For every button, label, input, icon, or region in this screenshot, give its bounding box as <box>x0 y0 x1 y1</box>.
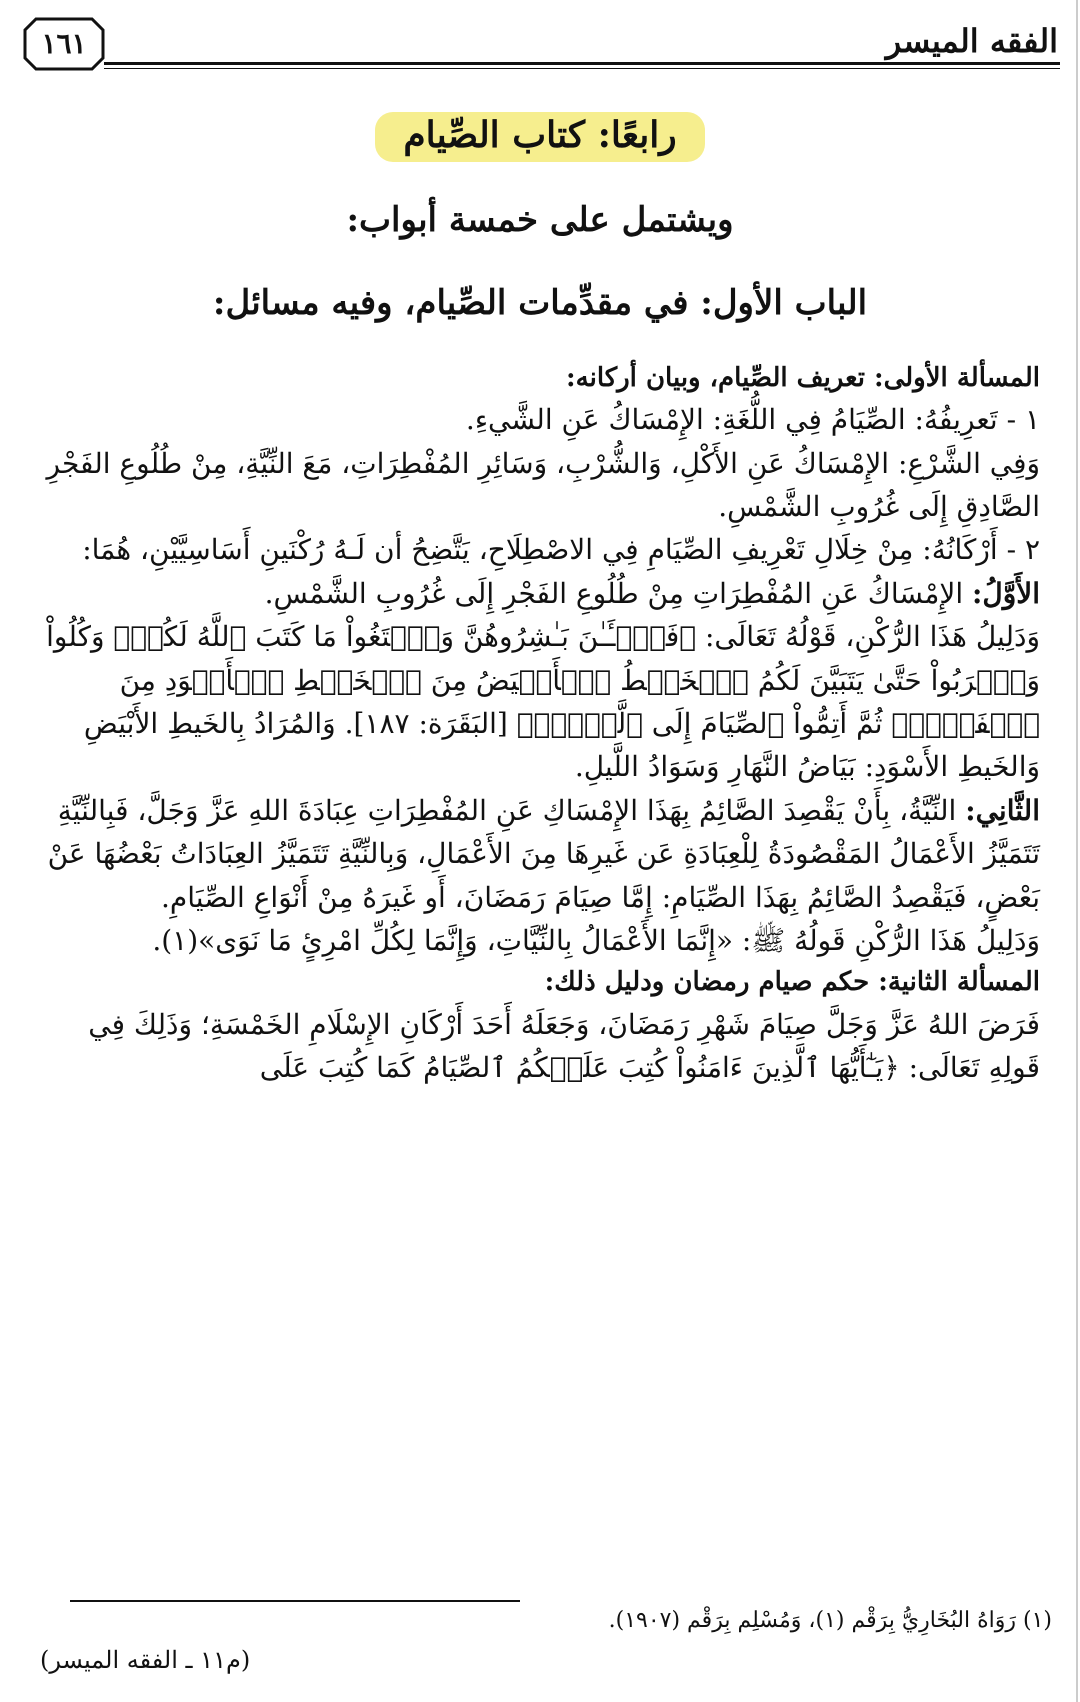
page-edge <box>1076 0 1078 1702</box>
header-rule <box>104 62 1060 65</box>
book-heading-highlight: رابعًا: كتاب الصِّيام <box>375 112 704 162</box>
chapter-heading: الباب الأول: في مقدِّمات الصِّيام، وفيه مسائل: <box>212 283 868 323</box>
page-number-badge <box>22 16 106 72</box>
paragraph-label: الأَوَّلُ: <box>972 576 1040 610</box>
paragraph: وَفِي الشَّرْعِ: الإِمْسَاكُ عَنِ الأَكْلِ، وَالشُّرْبِ، وَسَائِرِ المُفْطِرَاتِ، مَعَ النِّيَّةِ، مِنْ طُلُوعِ الفَجْرِ الصَّادِقِ إِلَى غُرُوبِ الشَّمْسِ. <box>46 446 1040 524</box>
subheading: ويشتمل على خمسة أبواب: <box>346 200 734 240</box>
paragraph <box>40 789 1040 919</box>
page-footer: (م١١ ـ الفقه الميسر) <box>40 1646 251 1674</box>
paragraph: ١ - تَعرِيفُهُ: الصِّيَامُ فِي اللُّغَةِ: الإِمْسَاكُ عَنِ الشَّيءِ. <box>465 403 1040 437</box>
header-rule-thin <box>104 68 1060 69</box>
paragraph: وَدَلِيلُ هَذَا الرُّكْنِ قَولُهُ ﷺ: «إِنَّمَا الأَعْمَالُ بِالنِّيَّاتِ، وَإِنَّمَا لِكُلِّ امْرِئٍ مَا نَوَى»(١). <box>152 923 1040 957</box>
paragraph: فَرَضَ اللهُ عَزَّ وَجَلَّ صِيَامَ شَهْرِ رَمَضَانَ، وَجَعَلَهُ أَحَدَ أَرْكَانِ الإِسْلَامِ الخَمْسَةِ؛ وَذَلِكَ فِي قَولِهِ تَعَالَى: ﴿يَـٰٓأَيُّهَا ٱلَّذِينَ ءَامَنُواْ كُتِبَ عَلَيۡكُمُ ٱلصِّيَامُ كَمَا كُتِبَ عَلَى <box>88 1007 1040 1085</box>
section-title: المسألة الثانية: حكم صيام رمضان ودليل ذلك: <box>544 967 1040 998</box>
book-title: الفقه الميسر <box>885 22 1058 60</box>
paragraph-text: النِّيَّةُ، بِأَنْ يَقْصِدَ الصَّائِمُ بِهَذَا الإِمْسَاكِ عَنِ المُفْطِرَاتِ عِبَادَةَ اللهِ عَزَّ وَجَلَّ، فَبِالنِّيَّةِ تَتَمَيَّزُ الأَعْمَالُ المَقْصُودَةُ لِلْعِبَادَةِ عَن غَيرِهَا مِنَ الأَعْمَالِ، وَبِالنِّيَّةِ تَتَمَيَّزُ العِبَادَاتُ بَعْضُهَا عَنْ بَعْضٍ، فَيَقْصِدُ الصَّائِمُ بِهَذَا الصِّيَامِ: إِمَّا صِيَامَ رَمَضَانَ، أَو غَيرَهُ مِنْ أَنْوَاعِ الصِّيَامِ. <box>47 793 1040 914</box>
paragraph-label: الثَّانِي: <box>965 793 1040 827</box>
book-heading <box>0 112 1080 162</box>
footnote: (١) رَوَاهُ البُخَارِيُّ بِرَقْم (١)، وَمُسْلِم بِرَقْم (١٩٠٧). <box>608 1608 1052 1633</box>
footnote-rule <box>70 1600 520 1602</box>
section-title: المسألة الأولى: تعريف الصِّيام، وبيان أركانه: <box>566 363 1040 393</box>
paragraph <box>40 572 1040 615</box>
main-text <box>40 358 1040 1089</box>
page-number: ١٦١ <box>41 27 87 60</box>
paragraph-text: الإِمْسَاكُ عَنِ المُفْطِرَاتِ مِنْ طُلُوعِ الفَجْرِ إِلَى غُرُوبِ الشَّمْسِ. <box>264 576 964 610</box>
paragraph: ٢ - أَرْكَانُهُ: مِنْ خِلَالِ تَعْرِيفِ الصِّيَامِ فِي الاصْطِلَاحِ، يَتَّضِحُ أن لَـهُ رُكْنَينِ أَسَاسِيَّيْنِ، هُمَا: <box>82 533 1040 567</box>
paragraph: وَدَلِيلُ هَذَا الرُّكْنِ، قَوْلُهُ تَعَالَى: ﴿فَٱلۡـَٔـٰنَ بَـٰشِرُوهُنَّ وَٱبۡتَغُواْ مَا كَتَبَ ٱللَّهُ لَكُمۡۚ وَكُلُواْ وَٱشۡرَبُواْ حَتَّىٰ يَتَبَيَّنَ لَكُمُ ٱلۡخَيۡطُ ٱلۡأَبۡيَضُ مِنَ ٱلۡخَيۡطِ ٱلۡأَسۡوَدِ مِنَ ٱلۡفَجۡرِۖ ثُمَّ أَتِمُّواْ ٱلصِّيَامَ إِلَى ٱلَّيۡلِۚ﴾ [البَقَرَة: ١٨٧]. وَالمُرَادُ بِالخَيطِ الأَبْيَضِ وَالخَيطِ الأَسْوَدِ: بَيَاضُ النَّهَارِ وَسَوَادُ اللَّيلِ. <box>46 620 1040 784</box>
